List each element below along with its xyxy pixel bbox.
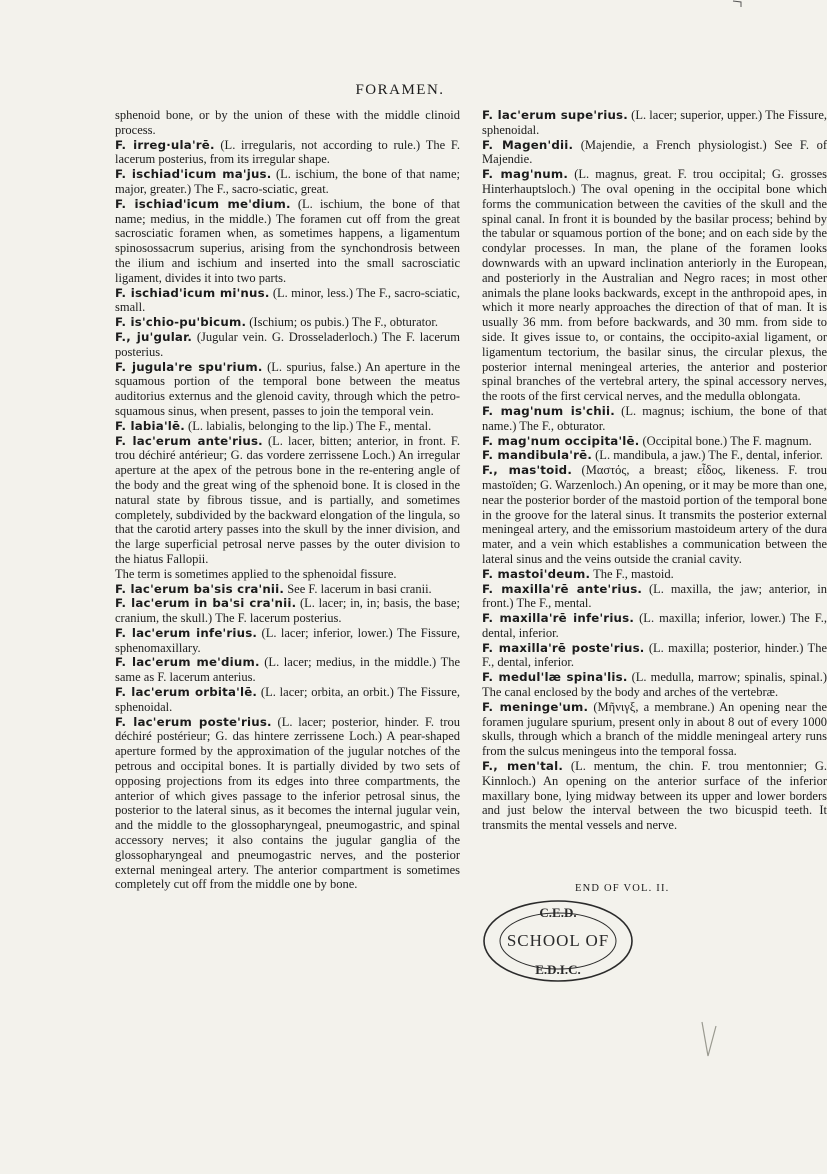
- entry-text: sphenoid bone, or by the union of these with the middle clinoid process.: [115, 108, 460, 137]
- entry-headword: F. mag'num.: [482, 167, 569, 182]
- entry-headword: F. lac'erum orbita'lē.: [115, 685, 258, 700]
- dictionary-entry: [482, 670, 827, 700]
- dictionary-entry: [482, 611, 827, 641]
- entry-text: (L. lacer, bitten; anterior, in front. F. trou déchiré antérieur; G. das vordere zerrissene Loch.) An irregular aperture at the apex of the petrous bone in the re-entering angle of the body and the great wing of the sphenoid bone. It is closed in the natural state by fibrous tissue, and is partially, and sometimes completely, subdivided by the backward elongation of the lingula, so that the carotid artery passes into the skull by the inner division, and the large superficial petrosal nerve passes by the outer division to the hiatus Fallopii.: [115, 433, 460, 566]
- entry-text: (L. maxilla; inferior, lower.) The F., dental, inferior.: [482, 611, 827, 640]
- entry-headword: F. ischiad'icum me'dium.: [115, 196, 291, 211]
- entry-text: (L. lacer; posterior, hinder. F. trou déchiré postérieur; G. das hintere zerrissene Loch.) A pear-shaped aperture formed by the approximation of the jugular notches of the petrous and occipital bones. It is partially divided by two sets of opposing projections from its edges into three compartments, the anterior of which gives passage to the inferior petrosal sinus, the posterior to the lateral sinus, as it becomes the internal jugular vein, and the middle to the glossopharyngeal, pneumogastric, and spinal accessory nerves; it also contains the jugular ganglia of the glossopharyngeal and pneumogastric nerves, and the posterior external meningeal artery. The anterior compartment is sometimes completely cut off from the middle one by bone.: [115, 714, 460, 892]
- entry-headword: F. lac'erum infe'rius.: [115, 625, 258, 640]
- dictionary-entry: [115, 685, 460, 715]
- library-stamp: [478, 895, 638, 985]
- entry-headword: F. labia'lē.: [115, 418, 185, 433]
- dictionary-entry: [482, 434, 827, 449]
- entry-headword: F. Magen'dii.: [482, 137, 574, 152]
- stamp-middle-text: SCHOOL OF: [506, 931, 610, 950]
- entry-text: (Occipital bone.) The F. magnum.: [639, 433, 812, 448]
- entry-headword: F. ischiad'icum ma'jus.: [115, 167, 272, 182]
- entry-text: (Jugular vein. G. Drosseladerloch.) The F. lacerum posterius.: [115, 329, 460, 359]
- entry-text: (L. lacer; medius, in the middle.) The same as F. lacerum anterius.: [115, 655, 461, 685]
- entry-text: (Μαστός, a breast; εἶδος, likeness. F. trou mastoïden; G. Warzenloch.) An opening, or it may be more than one, near the posterior border of the mastoid portion of the temporal bone in the groove for the lateral sinus. It transmits the posterior external meningeal artery, and the emissorium mastoideum artery of the dura mater, and a vein which establishes a communication between the lateral sinus and the veins outside the cranial cavity.: [482, 463, 827, 566]
- entry-headword: F. lac'erum poste'rius.: [115, 714, 272, 729]
- dictionary-entry: [115, 197, 460, 286]
- entry-headword: F. mastoi'deum.: [482, 566, 591, 581]
- entry-text: (L. irregularis, not according to rule.) The F. lacerum posterius, from its irregular shape.: [115, 137, 460, 167]
- entry-text: (L. magnus; ischium, the bone of that name.) The F., obturator.: [482, 403, 827, 433]
- entry-text: (L. lacer; inferior, lower.) The Fissure, sphenomaxillary.: [115, 625, 460, 655]
- dictionary-entry: [115, 315, 460, 330]
- entry-headword: F. lac'erum ante'rius.: [115, 433, 263, 448]
- entry-headword: F. ischiad'icum mi'nus.: [115, 285, 270, 300]
- dictionary-entry: [482, 582, 827, 612]
- entry-headword: F. maxilla'rē infe'rius.: [482, 611, 635, 626]
- stamp-bottom-text: E.D.I.C.: [535, 962, 581, 977]
- dictionary-entry: [482, 759, 827, 833]
- corner-mark: [731, 0, 751, 8]
- dictionary-entry: [482, 108, 827, 138]
- entry-text: (L. spurius, false.) An aperture in the squamous portion of the temporal bone between the meatus auditorius externus and the glenoid cavity, through which the petro-squamous sinus, when present, passes to join the temporal vein.: [115, 359, 460, 418]
- entry-text: The F., mastoid.: [590, 566, 674, 581]
- entry-headword: F. meninge'um.: [482, 699, 589, 714]
- entry-headword: F. mag'num occipita'lē.: [482, 433, 640, 448]
- entry-text: (L. medulla, marrow; spinalis, spinal.) The canal enclosed by the body and arches of the vertebræ.: [482, 670, 827, 700]
- end-of-volume-label: END OF VOL. II.: [575, 883, 670, 894]
- entry-headword: F. maxilla'rē ante'rius.: [482, 581, 643, 596]
- entry-text: (L. magnus, great. F. trou occipital; G. grosses Hinterhauptsloch.) The oval opening in the occipital bone which forms the communication between the cavities of the skull and the spinal canal. In front it is bounded by the basilar process; behind by the tabular or squamous portion of the bone; and on each side by the condylar processes. In man, the plane of the foramen looks downwards with an upward inclination anteriorly in the European, and posteriorly in the Australian and Negro races; in most other animals the plane looks backwards, except in the anthropoid apes, in which it more nearly approaches the direction of that of man. It is usually 36 mm. from before backwards, and 30 mm. from side to side. It gives issue to, or contains, the occipito-axial ligament, or ligamentum tectorium, the basilar sinus, the circular plexus, the posterior internal meningeal arteries, the anterior and posterior spinal branches of the vertebral artery, the spinal accessory nerves, the roots of the first cervical nerves, and the medulla oblongata.: [482, 167, 827, 404]
- entry-text: (L. maxilla, the jaw; anterior, in front.) The F., mental.: [482, 581, 827, 611]
- dictionary-entry: [115, 419, 460, 434]
- dictionary-entry: [115, 626, 460, 656]
- dictionary-entry: [115, 715, 460, 893]
- dictionary-entry: [482, 567, 827, 582]
- entry-text: (L. mentum, the chin. F. trou mentonnier; G. Kinnloch.) An opening on the anterior surface of the inferior maxillary bone, lying midway between its upper and lower borders and just below the interval between the two bicuspid teeth. It transmits the mental vessels and nerve.: [482, 759, 827, 833]
- left-column: [115, 108, 460, 892]
- entry-headword: F. lac'erum supe'rius.: [482, 108, 628, 122]
- entry-headword: F. mag'num is'chii.: [482, 403, 615, 418]
- entry-headword: F. lac'erum in ba'si cra'nii.: [115, 596, 297, 611]
- entry-text: The term is sometimes applied to the sphenoidal fissure.: [115, 566, 397, 581]
- entry-text: (L. lacer; superior, upper.) The Fissure, sphenoidal.: [482, 108, 827, 137]
- dictionary-entry: [115, 567, 460, 582]
- dictionary-entry: [482, 448, 827, 463]
- entry-text: (L. ischium, the bone of that name; medius, in the middle.) The foramen cut off from the great sacrosciatic foramen when, as sometimes happens, a ligamentum spinosossacrum superius, arising from the synchondrosis between the ilium and ischium and inserted into the small sacrosciatic ligament, divides it into two parts.: [115, 196, 460, 285]
- entry-headword: F. lac'erum ba'sis cra'nii.: [115, 581, 285, 596]
- dictionary-entry: [115, 330, 460, 360]
- stamp-top-text: C.E.D.: [539, 905, 577, 920]
- dictionary-entry: [115, 360, 460, 419]
- dictionary-entry: [115, 108, 460, 138]
- entry-text: See F. lacerum in basi cranii.: [284, 581, 432, 596]
- entry-text: (L. lacer; orbita, an orbit.) The Fissure, sphenoidal.: [115, 685, 460, 714]
- entry-text: (Μῆνιγξ, a membrane.) An opening near the foramen jugulare spurium, present only in about 8 out of every 1000 skulls, through which a branch of the middle meningeal artery runs from the sulcus meningeus into the temporal fossa.: [482, 699, 827, 759]
- entry-headword: F., men'tal.: [482, 759, 564, 774]
- dictionary-entry: [482, 138, 827, 168]
- entry-headword: F. lac'erum me'dium.: [115, 655, 260, 670]
- dictionary-entry: [115, 582, 460, 597]
- dictionary-entry: [482, 463, 827, 567]
- entry-headword: F. medul'læ spina'lis.: [482, 670, 628, 685]
- entry-headword: F., mas'toid.: [482, 463, 573, 478]
- dictionary-entry: [482, 641, 827, 671]
- right-column: [482, 108, 827, 833]
- entry-headword: F. mandibula'rē.: [482, 448, 593, 463]
- entry-text: (L. labialis, belonging to the lip.) The F., mental.: [184, 418, 432, 433]
- entry-headword: F. is'chio-pu'bicum.: [115, 315, 247, 330]
- entry-text: (L. mandibula, a jaw.) The F., dental, inferior.: [592, 448, 823, 463]
- entry-headword: F. irreg·ula'rē.: [115, 137, 215, 152]
- page-header: FORAMEN.: [355, 82, 445, 98]
- dictionary-entry: [115, 596, 460, 626]
- dictionary-entry: [482, 700, 827, 759]
- entry-text: (L. maxilla; posterior, hinder.) The F., dental, inferior.: [482, 640, 827, 670]
- entry-text: (Ischium; os pubis.) The F., obturator.: [246, 315, 438, 330]
- dictionary-entry: [482, 167, 827, 404]
- dictionary-entry: [482, 404, 827, 434]
- entry-headword: F. jugula're spu'rium.: [115, 359, 263, 374]
- entry-text: (L. ischium, the bone of that name; major, greater.) The F., sacro-sciatic, great.: [115, 167, 460, 196]
- dictionary-entry: [115, 167, 460, 197]
- entry-headword: F. maxilla'rē poste'rius.: [482, 640, 645, 655]
- pencil-mark: [696, 1020, 726, 1060]
- entry-text: (L. lacer; in, in; basis, the base; cranium, the skull.) The F. lacerum posterius.: [115, 596, 460, 626]
- dictionary-entry: [115, 434, 460, 567]
- dictionary-entry: [115, 655, 460, 685]
- dictionary-entry: [115, 286, 460, 316]
- entry-text: (Majendie, a French physiologist.) See F. of Majendie.: [482, 137, 827, 167]
- entry-text: (L. minor, less.) The F., sacro-sciatic, small.: [115, 285, 460, 315]
- entry-headword: F., ju'gular.: [115, 329, 193, 344]
- dictionary-entry: [115, 138, 460, 168]
